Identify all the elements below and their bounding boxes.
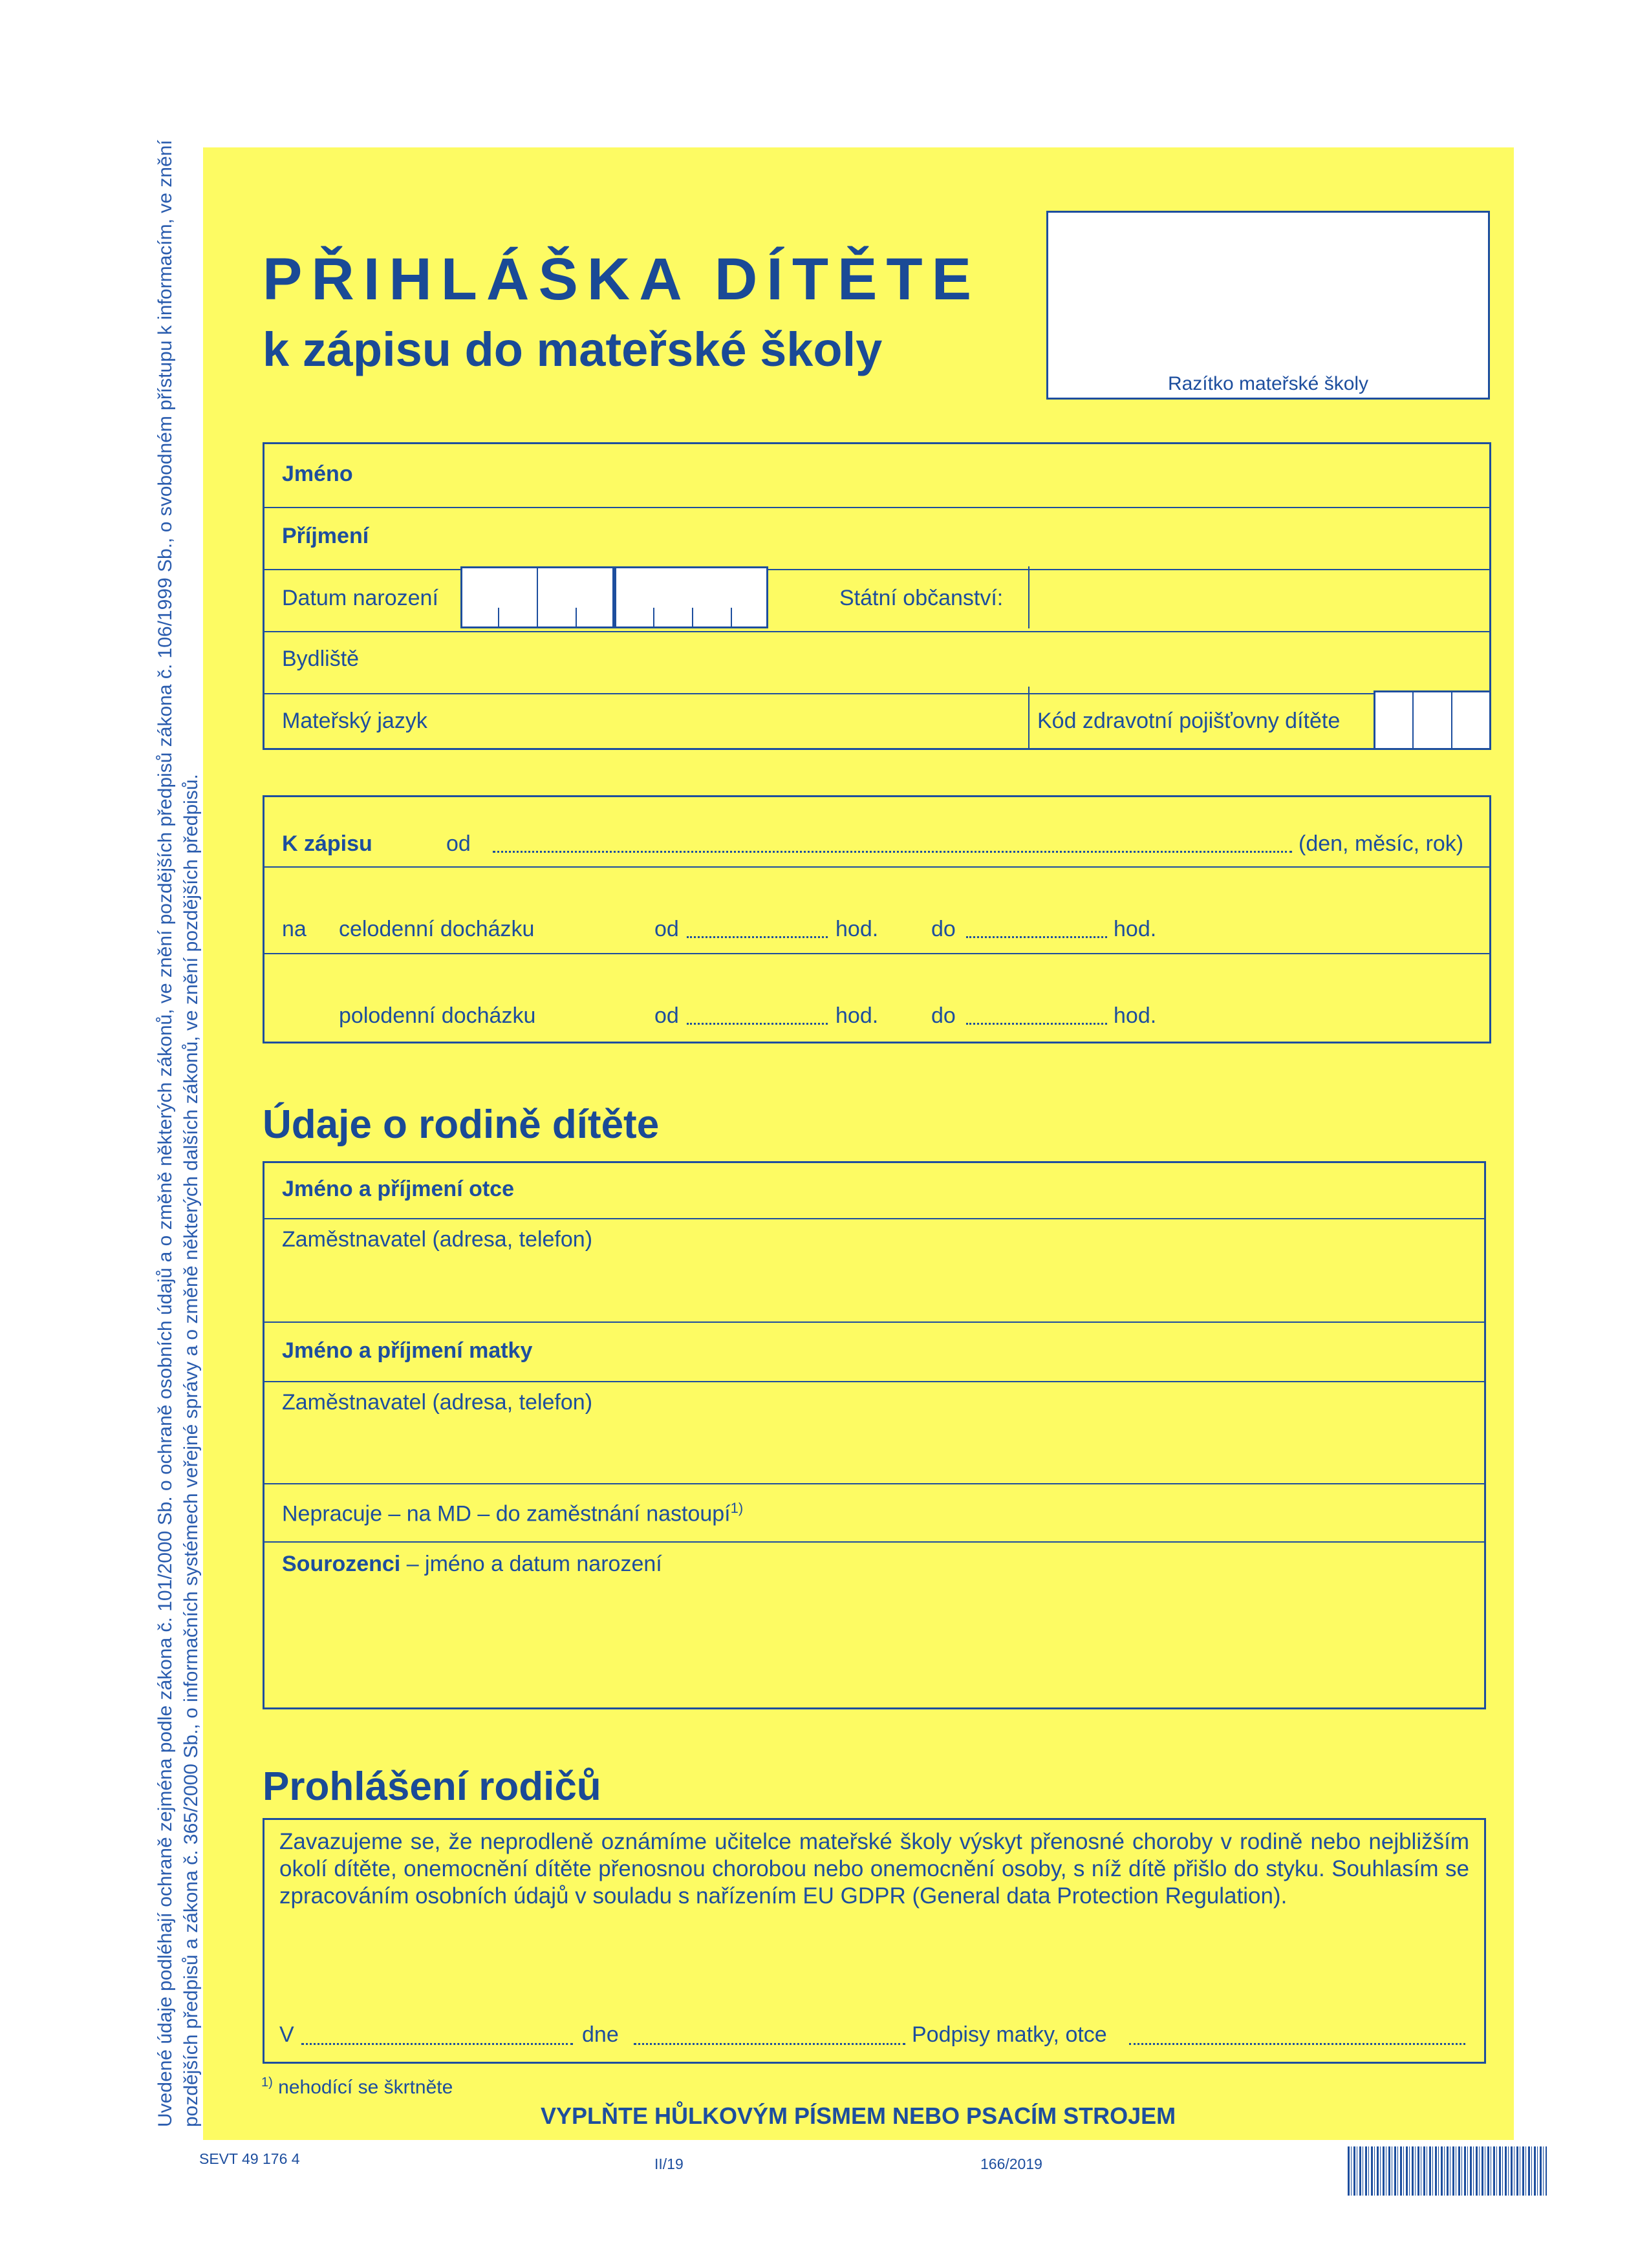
surname-field[interactable] xyxy=(414,515,1474,565)
citizenship-label: Státní občanství: xyxy=(839,586,1004,610)
citizenship-field[interactable] xyxy=(1035,572,1474,627)
birth-date-label: Datum narození xyxy=(282,586,438,610)
row-divider xyxy=(263,1381,1486,1382)
mother-tongue-field[interactable] xyxy=(440,698,1022,747)
declaration-text: Zavazujeme se, že neprodleně oznámíme učitelce mateřské školy výskyt přenosné choroby v rodině nebo nejbližším okolí dítěte, onemocnění dítěte přenosnou chorobou nebo onemocnění osoby, s níž dítě přišlo do styku. Souhlasím se zpracováním osobních údajů v souladu s nařízením EU GDPR (General data Protection Regulation). xyxy=(279,1829,1469,1909)
digit-divider xyxy=(1412,690,1414,750)
residence-label: Bydliště xyxy=(282,647,360,671)
citizenship-divider xyxy=(1028,566,1029,628)
insurance-code-boxes[interactable] xyxy=(1374,690,1491,750)
father-employer-field[interactable] xyxy=(282,1257,1472,1318)
father-name-field[interactable] xyxy=(530,1166,1474,1214)
row-divider xyxy=(263,507,1491,508)
legal-note-line-2: pozdějších předpisů a zákona č. 365/2000 Sb., o informačních systémech veřejné správy a o změně některých dalších zákonů, ve znění pozdějších předpisů. xyxy=(180,774,202,2127)
footnote xyxy=(261,2075,453,2099)
row-divider xyxy=(263,631,1491,632)
father-employer-label: Zaměstnavatel (adresa, telefon) xyxy=(282,1227,593,1252)
mother-name-label: Jméno a příjmení matky xyxy=(282,1338,533,1363)
not-working-label xyxy=(282,1500,743,1526)
legal-note-line-1: Uvedené údaje podléhají ochraně zejména podle zákona č. 101/2000 Sb. o ochraně osobních údajů a o změně některých zákonů, ve znění pozdějších předpisů zákona č. 106/1999 Sb., o svobodném přístupu k informacím, ve znění xyxy=(155,140,176,2127)
first-name-field[interactable] xyxy=(401,453,1474,503)
enrollment-label: K zápisu xyxy=(282,831,372,856)
row-divider xyxy=(263,1218,1486,1219)
first-name-label: Jméno xyxy=(282,462,353,486)
siblings-label xyxy=(282,1552,662,1577)
form-title: PŘIHLÁŠKA DÍTĚTE xyxy=(263,246,980,312)
half-day-to-unit: hod. xyxy=(1114,1003,1157,1028)
half-day-label: polodenní docházku xyxy=(339,1003,536,1028)
legal-side-note xyxy=(153,136,204,2127)
fill-instruction: VYPLŇTE HŮLKOVÝM PÍSMEM NEBO PSACÍM STROJEM xyxy=(541,2102,1176,2129)
mother-tongue-label: Mateřský jazyk xyxy=(282,709,427,733)
half-day-to-label: do xyxy=(931,1003,956,1028)
insurance-divider xyxy=(1028,687,1029,749)
full-day-to-field[interactable] xyxy=(966,936,1107,938)
row-divider xyxy=(263,866,1491,868)
digit-divider xyxy=(498,608,499,627)
half-day-from-label: od xyxy=(654,1003,679,1028)
mother-name-field[interactable] xyxy=(543,1328,1474,1377)
row-divider xyxy=(263,953,1491,954)
enrollment-from-label: od xyxy=(446,831,471,856)
date-format-hint: (den, měsíc, rok) xyxy=(1299,831,1464,856)
row-divider xyxy=(263,1541,1486,1543)
full-day-from-field[interactable] xyxy=(687,936,828,938)
date-label: dne xyxy=(582,2022,619,2047)
birth-date-year-boxes[interactable] xyxy=(614,566,768,628)
row-divider xyxy=(263,693,1491,694)
row-divider xyxy=(263,1321,1486,1323)
digit-divider xyxy=(692,608,693,627)
digit-divider xyxy=(731,608,732,627)
signature-label: Podpisy matky, otce xyxy=(912,2022,1107,2047)
stamp-label: Razítko mateřské školy xyxy=(1167,373,1369,394)
place-field[interactable] xyxy=(301,2043,573,2045)
signature-field[interactable] xyxy=(1129,2043,1465,2045)
residence-field[interactable] xyxy=(388,636,1474,690)
digit-divider xyxy=(537,566,538,628)
footnote-text: nehodící se škrtněte xyxy=(278,2077,453,2098)
half-day-to-field[interactable] xyxy=(966,1023,1107,1025)
mother-employer-field[interactable] xyxy=(282,1420,1472,1479)
not-working-text: Nepracuje – na MD – do zaměstnání nastoupí xyxy=(282,1501,731,1526)
na-label: na xyxy=(282,917,307,941)
half-day-from-field[interactable] xyxy=(687,1023,828,1025)
half-day-from-unit: hod. xyxy=(835,1003,879,1028)
date-field[interactable] xyxy=(634,2043,905,2045)
row-divider xyxy=(263,569,1491,570)
digit-divider xyxy=(576,608,577,627)
digit-divider xyxy=(1451,690,1452,750)
school-stamp-box xyxy=(1046,211,1490,400)
siblings-field[interactable] xyxy=(282,1584,1472,1700)
footnote-mark: 1) xyxy=(261,2075,273,2090)
siblings-label-rest: – jméno a datum narození xyxy=(400,1552,662,1576)
full-day-label: celodenní docházku xyxy=(339,917,535,941)
full-day-to-label: do xyxy=(931,917,956,941)
barcode xyxy=(1348,2146,1547,2196)
form-subtitle: k zápisu do mateřské školy xyxy=(263,323,883,376)
full-day-from-label: od xyxy=(654,917,679,941)
digit-divider xyxy=(653,608,654,627)
mother-employer-label: Zaměstnavatel (adresa, telefon) xyxy=(282,1390,593,1415)
full-day-from-unit: hod. xyxy=(835,917,879,941)
declaration-section-title: Prohlášení rodičů xyxy=(263,1764,601,1809)
footer-number: 166/2019 xyxy=(980,2156,1042,2172)
footer-issue: II/19 xyxy=(654,2156,684,2172)
enrollment-date-field[interactable] xyxy=(493,851,1292,853)
siblings-label-bold: Sourozenci xyxy=(282,1552,401,1576)
father-name-label: Jméno a příjmení otce xyxy=(282,1177,514,1201)
footer-code: SEVT 49 176 4 xyxy=(199,2150,300,2167)
place-label: V xyxy=(279,2022,294,2047)
footnote-marker: 1) xyxy=(730,1500,744,1516)
row-divider xyxy=(263,1483,1486,1484)
full-day-to-unit: hod. xyxy=(1114,917,1157,941)
insurance-label: Kód zdravotní pojišťovny dítěte xyxy=(1037,709,1341,733)
surname-label: Příjmení xyxy=(282,524,369,548)
family-section-title: Údaje o rodině dítěte xyxy=(263,1102,660,1147)
